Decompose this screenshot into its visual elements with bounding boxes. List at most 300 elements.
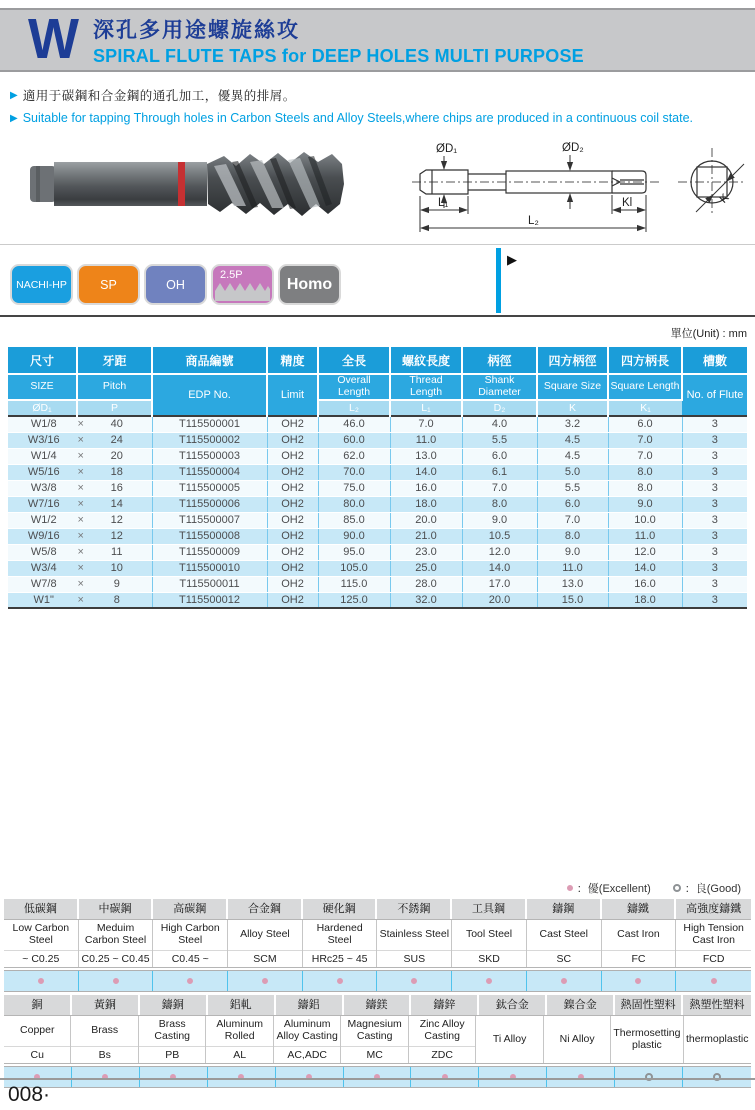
l2-cell: 85.0 [318,512,390,528]
d2-cell: 6.0 [462,448,537,464]
pitch-value: 8 [113,593,120,606]
l1-cell: 32.0 [390,592,462,608]
dim-label-l2: L₂ [528,215,539,227]
col-size-zh: 尺寸 [8,347,77,374]
material-cell [527,920,602,967]
material-name-en: Thermosetting plastic [613,1026,681,1051]
d2-cell: 20.0 [462,592,537,608]
d2-cell: 5.5 [462,432,537,448]
title-block [93,14,584,67]
pitch-value: 14 [110,498,123,510]
material-name-zh: 不銹鋼 [377,899,452,919]
k-cell: 6.0 [537,496,608,512]
material-name-zh: 鑄鋅 [411,995,479,1015]
material-rating-cell [228,971,303,991]
material-name-en: Alloy Steel [240,928,290,941]
pitch-value: 11 [111,546,123,558]
dimension-diagram [410,140,752,247]
material-code: ZDC [409,1046,475,1063]
header-row-zh [8,347,747,374]
material-table-1 [4,899,751,992]
spec-table-body [8,416,747,608]
flutes-cell: 3 [682,512,747,528]
material-name-zh: 銅 [4,995,72,1015]
flutes-cell: 3 [682,480,747,496]
multiply-sign: × [77,593,84,606]
material-cell [611,1016,683,1063]
material-name-zh: 鎳合金 [547,995,615,1015]
multiply-sign: × [77,418,84,431]
material-name-zh: 鋁軋 [208,995,276,1015]
multiply-sign: × [77,514,84,526]
material-code: Cu [4,1046,70,1063]
badge-2-5p: 2.5P [211,264,274,305]
size-value: W1" [33,593,54,606]
limit-cell: OH2 [267,416,318,432]
material-cell [206,1016,273,1063]
k-cell: 9.0 [537,544,608,560]
col-edp-en: EDP No. [152,374,267,416]
material-name-en: Magnesium Casting [347,1018,402,1042]
bullet-arrow-icon: ▶ [10,89,18,101]
material-cell [452,920,527,967]
flutes-cell: 3 [682,432,747,448]
material-code: AL [206,1046,272,1063]
spec-row [8,448,747,464]
l2-cell: 95.0 [318,544,390,560]
col-overall-zh: 全長 [318,347,390,374]
col-size-sym: ØD₁ [8,400,77,416]
excellent-rating-icon [262,978,268,984]
limit-cell: OH2 [267,544,318,560]
material-name-en: Ni Alloy [559,1032,595,1045]
pointer-arrow-icon: ▶ [507,252,517,267]
edp-cell: T115500004 [152,464,267,480]
multiply-sign: × [77,482,84,494]
flutes-cell: 3 [682,576,747,592]
material-name-en: Low Carbon Steel [12,922,70,946]
material-cell [409,1016,476,1063]
size-pitch-cell [8,432,152,448]
spec-row [8,528,747,544]
k-cell: 5.0 [537,464,608,480]
excellent-rating-icon [38,978,44,984]
multiply-sign: × [77,498,84,510]
size-value: W7/16 [27,498,60,510]
spec-row [8,416,747,432]
feature-bullets [10,86,693,132]
size-pitch-cell [8,464,152,480]
k-cell: 5.5 [537,480,608,496]
flutes-cell: 3 [682,448,747,464]
material-rating-cell [276,1067,344,1087]
material-code: HRc25 ~ 45 [303,950,377,967]
material-code: FCD [676,950,751,967]
separator-line [0,244,755,245]
material-rating-cell [208,1067,276,1087]
col-shank-zh: 柄徑 [462,347,537,374]
mat-zh-row [4,995,751,1015]
material-rating-cell [79,971,154,991]
material-code: AC,ADC [274,1046,341,1063]
k1-cell: 16.0 [608,576,682,592]
col-limit-en: Limit [267,374,318,416]
d2-cell: 17.0 [462,576,537,592]
flutes-cell: 3 [682,528,747,544]
d2-cell: 9.0 [462,512,537,528]
material-name-zh: 熱塑性塑料 [683,995,751,1015]
edp-cell: T115500002 [152,432,267,448]
material-name-en: thermoplastic [686,1032,749,1045]
flutes-cell: 3 [682,496,747,512]
l1-cell: 16.0 [390,480,462,496]
col-sqlen-sym: K₁ [608,400,682,416]
material-name-zh: 鑄鋁 [276,995,344,1015]
material-code: PB [139,1046,205,1063]
pitch-value: 20 [110,450,123,462]
material-name-en: Cast Steel [539,928,588,941]
material-code: SUS [377,950,451,967]
edp-cell: T115500006 [152,496,267,512]
size-value: W3/16 [27,434,60,446]
material-rating-cell [676,971,751,991]
pitch-value: 9 [113,578,120,590]
spec-row [8,512,747,528]
page-number: 008· [8,1083,51,1106]
col-sqlen-en: Square Length [608,374,682,400]
pitch-value: 40 [110,418,123,431]
multiply-sign: × [77,434,84,446]
dim-label-d2: ØD₂ [562,142,584,154]
k1-cell: 7.0 [608,432,682,448]
material-name-en: Stainless Steel [379,928,450,941]
material-cell [153,920,228,967]
material-name-zh: 硬化鋼 [303,899,378,919]
size-value: W5/16 [27,466,60,478]
col-pitch-zh: 牙距 [77,347,152,374]
size-value: W1/8 [30,418,57,431]
excellent-rating-icon [635,978,641,984]
l1-cell: 21.0 [390,528,462,544]
material-name-zh: 鈦合金 [479,995,547,1015]
multiply-sign: × [77,530,84,542]
edp-cell: T115500005 [152,480,267,496]
material-name-en: Meduim Carbon Steel [84,922,147,946]
k1-cell: 11.0 [608,528,682,544]
flutes-cell: 3 [682,592,747,608]
material-code: FC [602,950,676,967]
d2-cell: 14.0 [462,560,537,576]
multiply-sign: × [77,546,84,558]
edp-cell: T115500008 [152,528,267,544]
edp-cell: T115500003 [152,448,267,464]
size-pitch-cell [8,416,152,432]
material-rating-cell [303,971,378,991]
material-cell [274,1016,342,1063]
spec-row [8,496,747,512]
pitch-value: 16 [110,482,123,494]
pitch-value: 10 [110,562,123,574]
col-flute-en: No. of Flute [682,374,747,416]
limit-cell: OH2 [267,496,318,512]
material-cell [71,1016,138,1063]
material-table-2 [4,995,751,1088]
edp-cell: T115500001 [152,416,267,432]
material-code: MC [341,1046,407,1063]
header-row-en [8,374,747,400]
material-rating-cell [615,1067,683,1087]
material-cell [377,920,452,967]
excellent-rating-icon [411,978,417,984]
material-name-zh: 高碳鋼 [153,899,228,919]
material-rating-cell [479,1067,547,1087]
legend-excellent: ：優(Excellent) [567,880,651,896]
material-cell [676,920,751,967]
pitch-value: 18 [110,466,123,478]
k1-cell: 14.0 [608,560,682,576]
material-cell [544,1016,611,1063]
material-name-zh: 鑄鐵 [602,899,677,919]
material-cell [4,1016,71,1063]
edp-cell: T115500012 [152,592,267,608]
section-letter: W [28,7,79,71]
k1-cell: 9.0 [608,496,682,512]
d2-cell: 7.0 [462,480,537,496]
col-overall-sym: L₂ [318,400,390,416]
k1-cell: 10.0 [608,512,682,528]
excellent-rating-icon [337,978,343,984]
size-pitch-cell [8,512,152,528]
edp-cell: T115500007 [152,512,267,528]
badge-sp: SP [77,264,140,305]
size-pitch-cell [8,480,152,496]
mat-body-row [4,1015,751,1064]
material-cell [684,1016,752,1063]
d2-cell: 12.0 [462,544,537,560]
d2-cell: 4.0 [462,416,537,432]
material-rating-cell [452,971,527,991]
material-name-zh: 鑄銅 [140,995,208,1015]
l1-cell: 20.0 [390,512,462,528]
k-cell: 7.0 [537,512,608,528]
size-value: W1/2 [30,514,57,526]
excellent-rating-icon [187,978,193,984]
material-name-en: High Carbon Steel [160,922,220,946]
size-pitch-cell [8,528,152,544]
l1-cell: 11.0 [390,432,462,448]
col-sqlen-zh: 四方柄長 [608,347,682,374]
mat-rate-row [4,970,751,992]
legend-good: ：良(Good) [673,880,741,896]
size-value: W9/16 [27,530,60,542]
excellent-rating-icon [486,978,492,984]
badge-homo: Homo [278,264,341,305]
size-value: W7/8 [30,578,57,590]
material-name-zh: 熱固性塑料 [615,995,683,1015]
limit-cell: OH2 [267,464,318,480]
col-edp-zh: 商品編號 [152,347,267,374]
l1-cell: 13.0 [390,448,462,464]
material-name-zh: 工具鋼 [452,899,527,919]
d2-cell: 10.5 [462,528,537,544]
bullet-zh: ▶ 適用于碳鋼和合金鋼的通孔加工，優異的排屑。 [10,89,296,103]
d2-cell: 8.0 [462,496,537,512]
col-shank-sym: D₂ [462,400,537,416]
material-name-en: Copper [20,1024,55,1037]
mat-body-row [4,919,751,968]
material-rating-cell [547,1067,615,1087]
l2-cell: 125.0 [318,592,390,608]
material-code: SKD [452,950,526,967]
k-cell: 13.0 [537,576,608,592]
unit-note: 單位(Unit) : mm [670,328,747,340]
limit-cell: OH2 [267,560,318,576]
size-pitch-cell [8,544,152,560]
k1-cell: 18.0 [608,592,682,608]
separator-line-dark [0,315,755,317]
col-sqsize-zh: 四方柄徑 [537,347,608,374]
material-code: Bs [71,1046,137,1063]
spec-table [8,347,747,609]
size-pitch-cell [8,560,152,576]
material-cell [139,1016,206,1063]
material-cell [303,920,378,967]
material-code: SC [527,950,601,967]
material-name-en: High Tension Cast Iron [683,922,744,946]
spec-row [8,464,747,480]
badge-nachi-hp: NACHI-HP [10,264,73,305]
material-name-zh: 黃銅 [72,995,140,1015]
material-name-en: Ti Alloy [492,1032,527,1045]
material-name-zh: 高強度鑄鐵 [676,899,751,919]
material-code: C0.45 ~ [153,950,227,967]
l2-cell: 115.0 [318,576,390,592]
badge-oh: OH [144,264,207,305]
l1-cell: 18.0 [390,496,462,512]
material-rating-cell [72,1067,140,1087]
col-limit-zh: 精度 [267,347,318,374]
material-name-zh: 中碳鋼 [79,899,154,919]
limit-cell: OH2 [267,528,318,544]
l2-cell: 60.0 [318,432,390,448]
multiply-sign: × [77,450,84,462]
thread-profile-icon [215,279,270,301]
edp-cell: T115500009 [152,544,267,560]
material-cell [476,1016,543,1063]
flutes-cell: 3 [682,560,747,576]
k-cell: 4.5 [537,432,608,448]
material-name-en: Cast Iron [617,928,660,941]
material-code: ~ C0.25 [4,950,78,967]
title-bar [0,8,755,72]
material-cell [4,920,79,967]
flutes-cell: 3 [682,544,747,560]
material-name-en: Aluminum Rolled [216,1018,264,1042]
material-rating-cell [527,971,602,991]
col-thread-sym: L₁ [390,400,462,416]
k1-cell: 12.0 [608,544,682,560]
page-title-zh: 深孔多用途螺旋絲攻 [92,18,300,42]
l1-cell: 14.0 [390,464,462,480]
dim-label-kl: Kl [622,197,633,209]
material-cell [228,920,303,967]
spec-row [8,576,747,592]
size-pitch-cell [8,576,152,592]
l2-cell: 70.0 [318,464,390,480]
pitch-value: 24 [110,434,123,446]
material-name-en: Aluminum Alloy Casting [276,1018,338,1042]
bullet-en: ▶ Suitable for tapping Through holes in Carbon Steels and Alloy Steels,where chips are produced in a continuous coil state. [10,111,694,125]
material-rating-cell [411,1067,479,1087]
col-flute-zh: 槽數 [682,347,747,374]
size-value: W3/8 [30,482,57,494]
material-code: C0.25 ~ C0.45 [79,950,153,967]
dimension-diagram-graphic [410,140,752,242]
mat-zh-row [4,899,751,919]
l1-cell: 28.0 [390,576,462,592]
size-value: W5/8 [30,546,57,558]
rating-legend [567,880,741,896]
material-name-zh: 鑄鋼 [527,899,602,919]
edp-cell: T115500011 [152,576,267,592]
limit-cell: OH2 [267,448,318,464]
col-sqsize-sym: K [537,400,608,416]
material-rating-cell [153,971,228,991]
l1-cell: 23.0 [390,544,462,560]
bullet-arrow-icon: ▶ [10,112,18,124]
material-cell [602,920,677,967]
material-tables [4,899,751,1091]
size-pitch-cell [8,496,152,512]
k-cell: 4.5 [537,448,608,464]
k-cell: 11.0 [537,560,608,576]
l2-cell: 105.0 [318,560,390,576]
size-pitch-cell [8,592,152,608]
size-value: W1/4 [30,450,57,462]
dim-label-d1: ØD₁ [436,143,458,155]
limit-cell: OH2 [267,592,318,608]
material-cell [79,920,154,967]
k-cell: 8.0 [537,528,608,544]
l2-cell: 62.0 [318,448,390,464]
spec-row [8,560,747,576]
limit-cell: OH2 [267,432,318,448]
material-name-en: Brass [91,1024,119,1037]
flutes-cell: 3 [682,416,747,432]
material-code: SCM [228,950,302,967]
col-pitch-en: Pitch [77,374,152,400]
material-rating-cell [602,971,677,991]
limit-cell: OH2 [267,512,318,528]
col-thread-en: Thread Length [390,374,462,400]
material-name-en: Hardened Steel [316,922,363,946]
l1-cell: 25.0 [390,560,462,576]
limit-cell: OH2 [267,576,318,592]
page-title-en: SPIRAL FLUTE TAPS for DEEP HOLES MULTI PURPOSE [92,45,584,66]
material-name-zh: 低碳鋼 [4,899,79,919]
spec-badges [10,264,341,305]
excellent-rating-icon [567,885,573,891]
material-name-zh: 鑄鎂 [344,995,412,1015]
material-rating-cell [683,1067,751,1087]
spec-row [8,592,747,608]
d2-cell: 6.1 [462,464,537,480]
multiply-sign: × [77,466,84,478]
k1-cell: 6.0 [608,416,682,432]
spec-row [8,480,747,496]
material-cell [341,1016,408,1063]
multiply-sign: × [77,562,84,574]
